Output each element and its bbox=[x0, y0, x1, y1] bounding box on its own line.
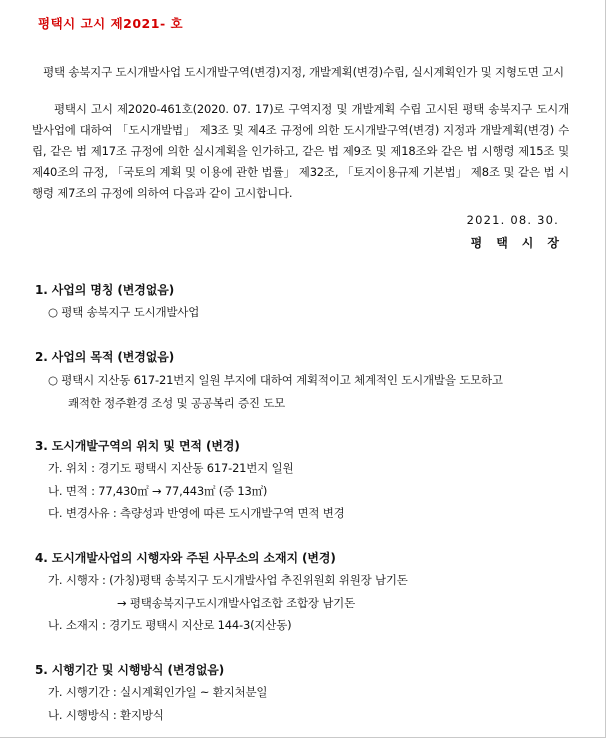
section-1-item-1: ○ 평택 송북지구 도시개발사업 bbox=[48, 305, 200, 319]
section-2-item-1: ○ 평택시 지산동 617-21번지 일원 부지에 대하여 계획적이고 체계적인 도시개발을 도모하고 bbox=[48, 373, 503, 387]
section-5-item-1: 가. 시행기간 : 실시계획인가일 ~ 환지처분일 bbox=[48, 685, 268, 699]
body-paragraph: 평택시 고시 제2020-461호(2020. 07. 17)로 구역지정 및 개발계획 수립 고시된 평택 송북지구 도시개발사업에 대하여 「도시개발법」 제3조 및 제4조 규정에 의한 도시개발구역(변경) 지정과 개발계획(변경) 수립, 같은 법 제17조 규정에 의한 실시계획을 인가하고, 같은 법 제9조 및 제18조와 같은 법 시행령 제15조 및 제40조의 규정, 「국토의 계획 및 이용에 관한 법률」 제32조, 「토지이용규제 기본법」 제8조 및 같은 법 시행령 제7조의 규정에 의하여 다음과 같이 고시합니다. bbox=[32, 102, 569, 200]
section-3-title: 3. 도시개발구역의 위치 및 면적 (변경) bbox=[35, 439, 240, 453]
section-4-item-3: 나. 소재지 : 경기도 평택시 지산로 144-3(지산동) bbox=[48, 618, 292, 632]
document-title: 평택 송북지구 도시개발사업 도시개발구역(변경)지정, 개발계획(변경)수립, 실시계획인가 및 지형도면 고시 bbox=[43, 65, 564, 79]
issue-date: 2021. 08. 30. bbox=[466, 213, 559, 227]
section-2-title: 2. 사업의 목적 (변경없음) bbox=[35, 350, 175, 364]
section-4-title: 4. 도시개발사업의 시행자와 주된 사무소의 소재지 (변경) bbox=[35, 551, 336, 565]
section-3-item-3: 다. 변경사유 : 측량성과 반영에 따른 도시개발구역 면적 변경 bbox=[48, 506, 345, 520]
section-1-title: 1. 사업의 명칭 (변경없음) bbox=[35, 283, 175, 297]
section-4-item-1: 가. 시행자 : (가칭)평택 송북지구 도시개발사업 추진위원회 위원장 남기돈 bbox=[48, 573, 408, 587]
section-5-title: 5. 시행기간 및 시행방식 (변경없음) bbox=[35, 663, 225, 677]
section-5-item-2: 나. 시행방식 : 환지방식 bbox=[48, 708, 164, 722]
section-2-item-2: 쾌적한 정주환경 조성 및 공공복리 증진 도모 bbox=[68, 396, 286, 410]
section-3-item-1: 가. 위치 : 경기도 평택시 지산동 617-21번지 일원 bbox=[48, 461, 294, 475]
section-3-item-2: 나. 면적 : 77,430㎡ → 77,443㎡ (증 13㎡) bbox=[48, 484, 268, 498]
issuer-name: 평택시장 bbox=[470, 236, 573, 250]
section-4-item-2: → 평택송북지구도시개발사업조합 조합장 남기돈 bbox=[117, 596, 355, 610]
notice-number: 평택시 고시 제2021- 호 bbox=[38, 16, 184, 31]
